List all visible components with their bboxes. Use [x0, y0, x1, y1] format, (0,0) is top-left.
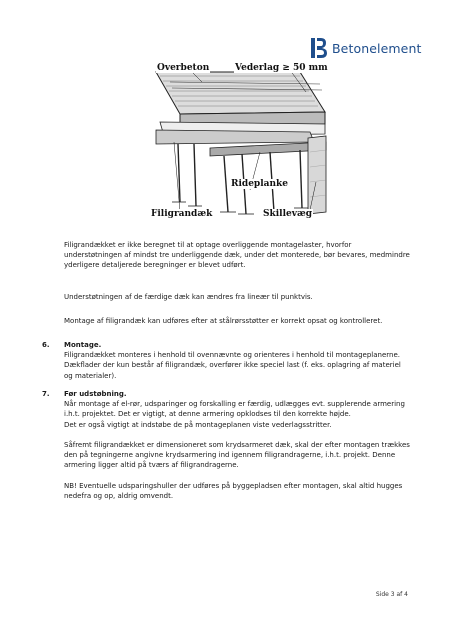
- text-line: understøtningen af mindst tre underliggende dæk, under det monterede, bør bevares, medmindre: [64, 251, 410, 260]
- text-line: Når montage af el-rør, udsparinger og forskalling er færdig, udlægges evt. supplerende armering: [64, 400, 405, 409]
- section-number-6: 6.: [42, 341, 50, 349]
- text-line: Det er også vigtigt at indstøbe de på montageplanen viste vederlagsstritter.: [64, 420, 332, 429]
- text-line: Understøtningen af de færdige dæk kan ændres fra lineær til punktvis.: [64, 293, 313, 301]
- paragraph-mounting-props: [64, 316, 424, 326]
- company-logo: [311, 37, 421, 59]
- paragraph-support-change: [64, 292, 424, 302]
- text-line: den på tegningerne angivne krydsarmering ind igennem filigrandragerne, i.h.t. projekt. Denne: [64, 451, 396, 460]
- text-line: Filigrandækket er ikke beregnet til at optage overliggende montagelaster, hvorfor: [64, 241, 352, 249]
- paragraph-cross-reinforcement: [64, 440, 424, 471]
- page-total: 4: [404, 591, 408, 598]
- filigran-slab-illustration: [150, 62, 330, 224]
- text-line: Montage af filigrandæk kan udføres efter at stålrørsstøtter er korrekt opsat og kontrolleret.: [64, 317, 383, 325]
- label-rideplanke: Rideplanke: [231, 179, 288, 189]
- paragraph-support: [64, 240, 424, 271]
- label-skillevaeg: Skillevæg: [263, 209, 313, 219]
- text-line: yderligere detaljerede beregninger er blevet udført.: [64, 261, 246, 270]
- section-number-7: 7.: [42, 390, 50, 398]
- text-line: i.h.t. projektet. Det er vigtigt, at denne armering opklodses til den korrekte højde.: [64, 410, 351, 419]
- logo-text: Betonelement: [332, 40, 422, 56]
- section-heading: Montage.: [64, 341, 102, 349]
- text-line: NB! Eventuelle udsparingshuller der udføres på byggepladsen efter montagen, skal altid hugges: [64, 482, 403, 490]
- label-filigrandaek: Filigrandæk: [151, 209, 213, 219]
- section-heading: Før udstøbning.: [64, 390, 127, 398]
- page-prefix: Side: [375, 591, 391, 598]
- text-line: Såfremt filigrandækket er dimensioneret som krydsarmeret dæk, skal der efter montagen trækkes: [64, 441, 410, 449]
- section-before-casting: [64, 389, 424, 430]
- text-line: nedefra og op, aldrig omvendt.: [64, 492, 174, 501]
- paragraph-nb-note: [64, 481, 424, 501]
- text-line: armering ligger altid på tværs af filigrandragerne.: [64, 461, 239, 470]
- page-number: [376, 591, 408, 598]
- text-line: og materialer).: [64, 371, 117, 380]
- page-of: af: [394, 591, 405, 598]
- section-montage: [64, 340, 424, 381]
- label-vederlag: Vederlag ≥ 50 mm: [235, 63, 328, 73]
- label-overbeton: Overbeton: [157, 63, 210, 73]
- text-line: Filigrandækket monteres i henhold til ovennævnte og orienteres i henhold til montageplanerne.: [64, 351, 400, 360]
- text-line: Dækflader der kun består af filigrandæk, overfører ikke speciel last (f. eks. oplagring af materiel: [64, 361, 401, 370]
- page-current: 3: [390, 591, 395, 598]
- betonelement-logo-icon: [311, 38, 327, 58]
- slab-drawing: [150, 62, 330, 224]
